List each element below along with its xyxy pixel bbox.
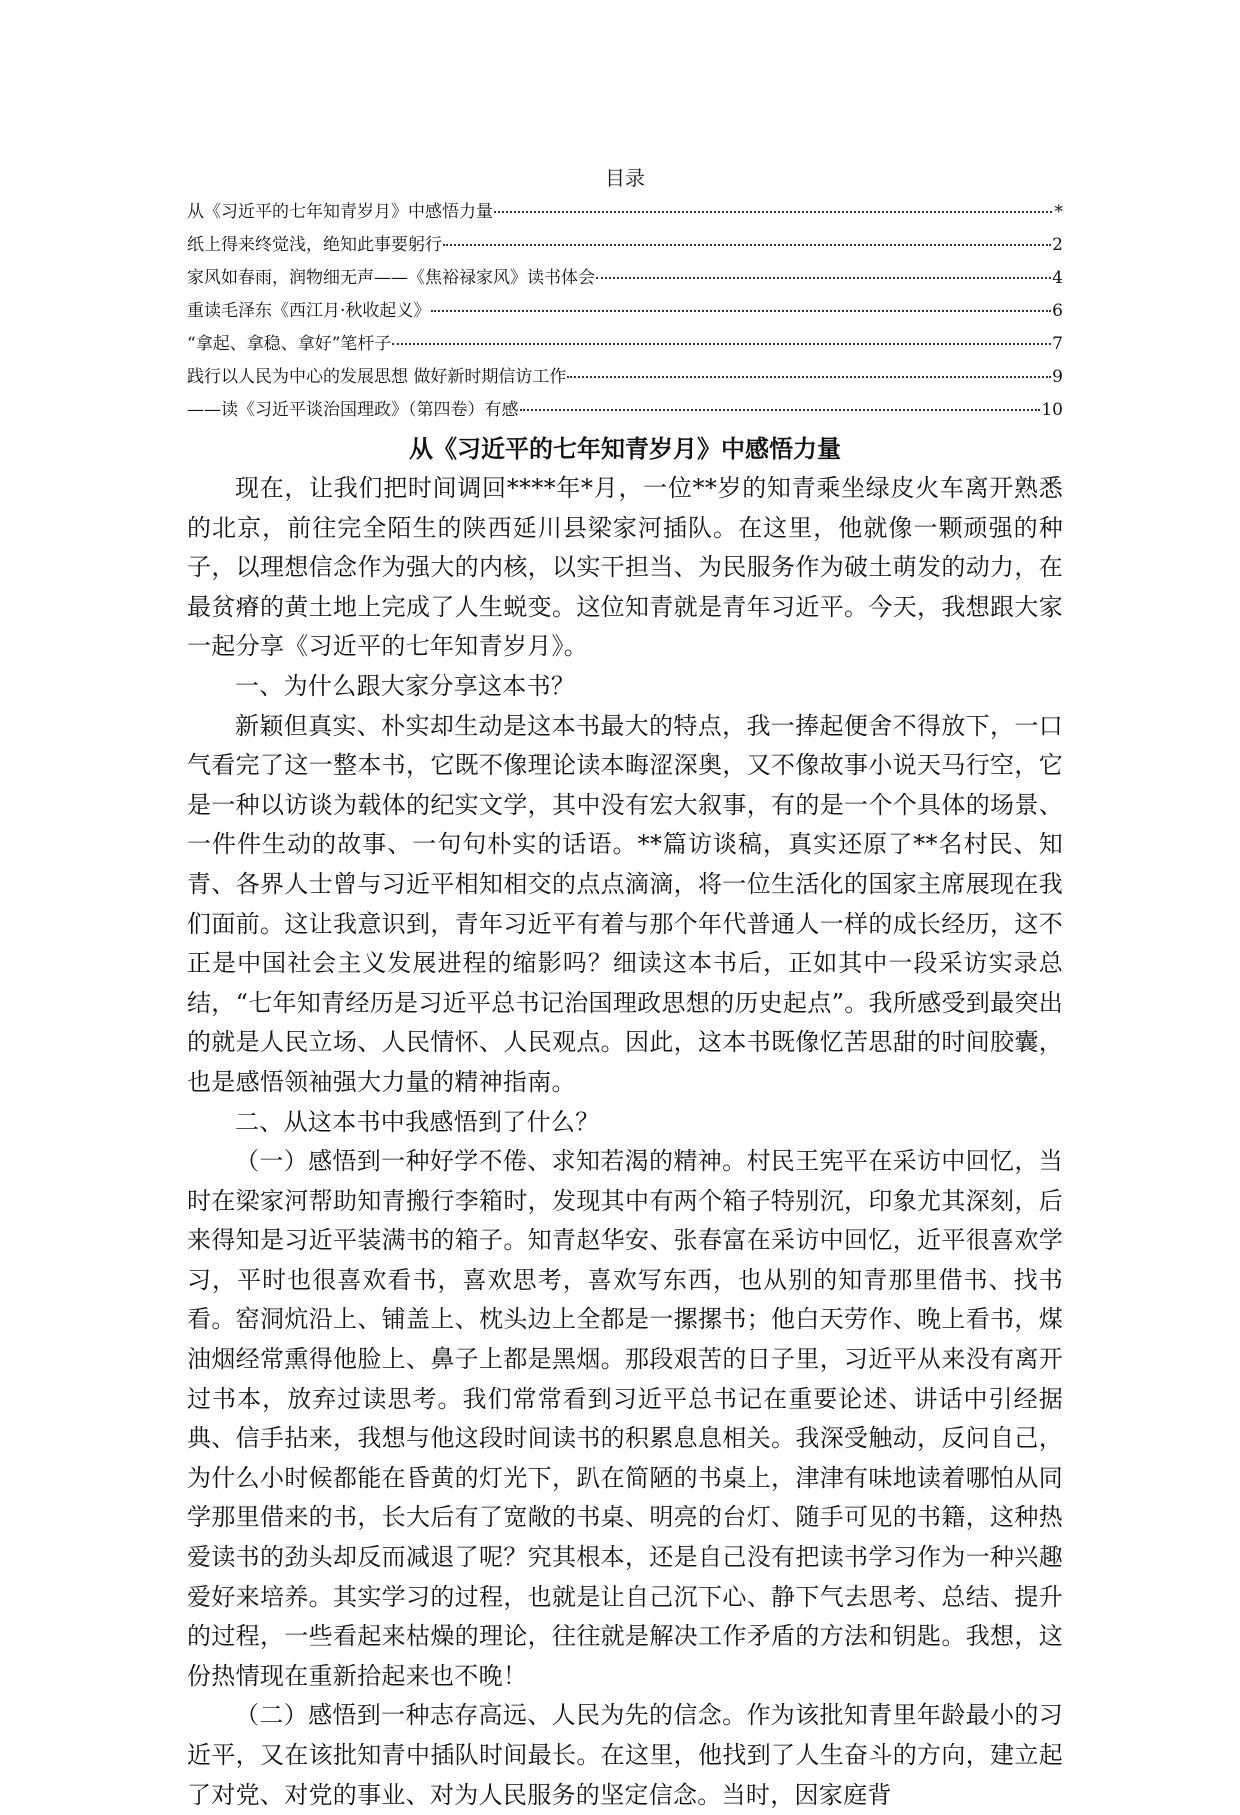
- toc-entry[interactable]: [187, 295, 1063, 328]
- body-paragraph: （一）感悟到一种好学不倦、求知若渴的精神。村民王宪平在采访中回忆，当时在梁家河帮助知青搬行李箱时，发现其中有两个箱子特别沉，印象尤其深刻，后来得知是习近平装满书的箱子。知青赵华安、张春富在采访中回忆，近平很喜欢学习，平时也很喜欢看书，喜欢思考，喜欢写东西，也从别的知青那里借书、找书看。窑洞炕沿上、铺盖上、枕头边上全都是一摞摞书；他白天劳作、晚上看书，煤油烟经常熏得他脸上、鼻子上都是黑烟。那段艰苦的日子里，习近平从来没有离开过书本，放弃过读思考。我们常常看到习近平总书记在重要论述、讲话中引经据典、信手拈来，我想与他这段时间读书的积累息息相关。我深受触动，反问自己，为什么小时候都能在昏黄的灯光下，趴在简陋的书桌上，津津有味地读着哪怕从同学那里借来的书，长大后有了宽敞的书桌、明亮的台灯、随手可见的书籍，这种热爱读书的劲头却反而减退了呢？究其根本，还是自己没有把读书学习作为一种兴趣爱好来培养。其实学习的过程，也就是让自己沉下心、静下气去思考、总结、提升的过程，一些看起来枯燥的理论，往往就是解决工作矛盾的方法和钥匙。我想，这份热情现在重新拾起来也不晚！: [187, 1147, 1063, 1690]
- toc-entry-title: ——读《习近平谈治国理政》（第四卷）有感: [187, 400, 519, 420]
- toc-dot-leader: [494, 210, 1052, 213]
- toc-entry-page: 4: [1052, 268, 1063, 288]
- toc-dot-leader: [443, 243, 1051, 246]
- toc-entry[interactable]: [187, 262, 1063, 295]
- toc-entry[interactable]: [187, 328, 1063, 361]
- toc-entry[interactable]: [187, 196, 1063, 229]
- toc-entry-page: *: [1054, 202, 1063, 222]
- section-heading: 二、从这本书中我感悟到了什么？: [235, 1107, 600, 1136]
- table-of-contents: [187, 196, 1063, 427]
- article-body: [187, 469, 1063, 1815]
- body-paragraph: 现在，让我们把时间调回****年*月，一位**岁的知青乘坐绿皮火车离开熟悉的北京，前往完全陌生的陕西延川县梁家河插队。在这里，他就像一颗顽强的种子，以理想信念作为强大的内核，以实干担当、为民服务作为破土萌发的动力，在最贫瘠的黄土地上完成了人生蜕变。这位知青就是青年习近平。今天，我想跟大家一起分享《习近平的七年知青岁月》。: [187, 474, 1063, 661]
- toc-entry[interactable]: [187, 361, 1063, 394]
- toc-entry-page: 7: [1052, 334, 1063, 354]
- toc-entry-page: 2: [1052, 235, 1063, 255]
- toc-dot-leader: [431, 309, 1051, 312]
- toc-entry-title: 从《习近平的七年知青岁月》中感悟力量: [187, 202, 493, 222]
- toc-entry-title: 重读毛泽东《西江月·秋收起义》: [187, 301, 431, 321]
- body-paragraph: （二）感悟到一种志存高远、人民为先的信念。作为该批知青里年龄最小的习近平，又在该批知青中插队时间最长。在这里，他找到了人生奋斗的方向，建立起了对党、对党的事业、对为人民服务的坚定信念。当时，因家庭背: [187, 1701, 1063, 1809]
- toc-entry[interactable]: [187, 229, 1063, 262]
- toc-dot-leader: [567, 375, 1051, 378]
- toc-entry-page: 6: [1052, 301, 1063, 321]
- section-heading: 一、为什么跟大家分享这本书？: [235, 671, 576, 700]
- toc-entry-title: “拿起、拿稳、拿好”笔杆子: [187, 334, 392, 354]
- body-paragraph: 新颖但真实、朴实却生动是这本书最大的特点，我一捧起便舍不得放下，一口气看完了这一整本书，它既不像理论读本晦涩深奥，又不像故事小说天马行空，它是一种以访谈为载体的纪实文学，其中没有宏大叙事，有的是一个个具体的场景、一件件生动的故事、一句句朴实的话语。**篇访谈稿，真实还原了**名村民、知青、各界人士曾与习近平相知相交的点点滴滴，将一位生活化的国家主席展现在我们面前。这让我意识到，青年习近平有着与那个年代普通人一样的成长经历，这不正是中国社会主义发展进程的缩影吗？细读这本书后，正如其中一段采访实录总结，“七年知青经历是习近平总书记治国理政思想的历史起点”。我所感受到最突出的就是人民立场、人民情怀、人民观点。因此，这本书既像忆苦思甜的时间胶囊，也是感悟领袖强大力量的精神指南。: [187, 711, 1063, 1096]
- toc-entry-title: 践行以人民为中心的发展思想 做好新时期信访工作: [187, 367, 567, 387]
- toc-dot-leader: [392, 342, 1051, 345]
- toc-entry-page: 9: [1052, 367, 1063, 387]
- toc-heading: 目录: [605, 166, 645, 190]
- toc-entry-title: 家风如春雨，润物细无声——《焦裕禄家风》读书体会: [187, 268, 595, 288]
- toc-entry[interactable]: [187, 394, 1063, 427]
- toc-entry-page: 10: [1041, 400, 1063, 420]
- toc-entry-title: 纸上得来终觉浅，绝知此事要躬行: [187, 235, 442, 255]
- toc-dot-leader: [596, 276, 1051, 279]
- toc-dot-leader: [520, 408, 1041, 411]
- article-title: 从《习近平的七年知青岁月》中感悟力量: [409, 434, 841, 463]
